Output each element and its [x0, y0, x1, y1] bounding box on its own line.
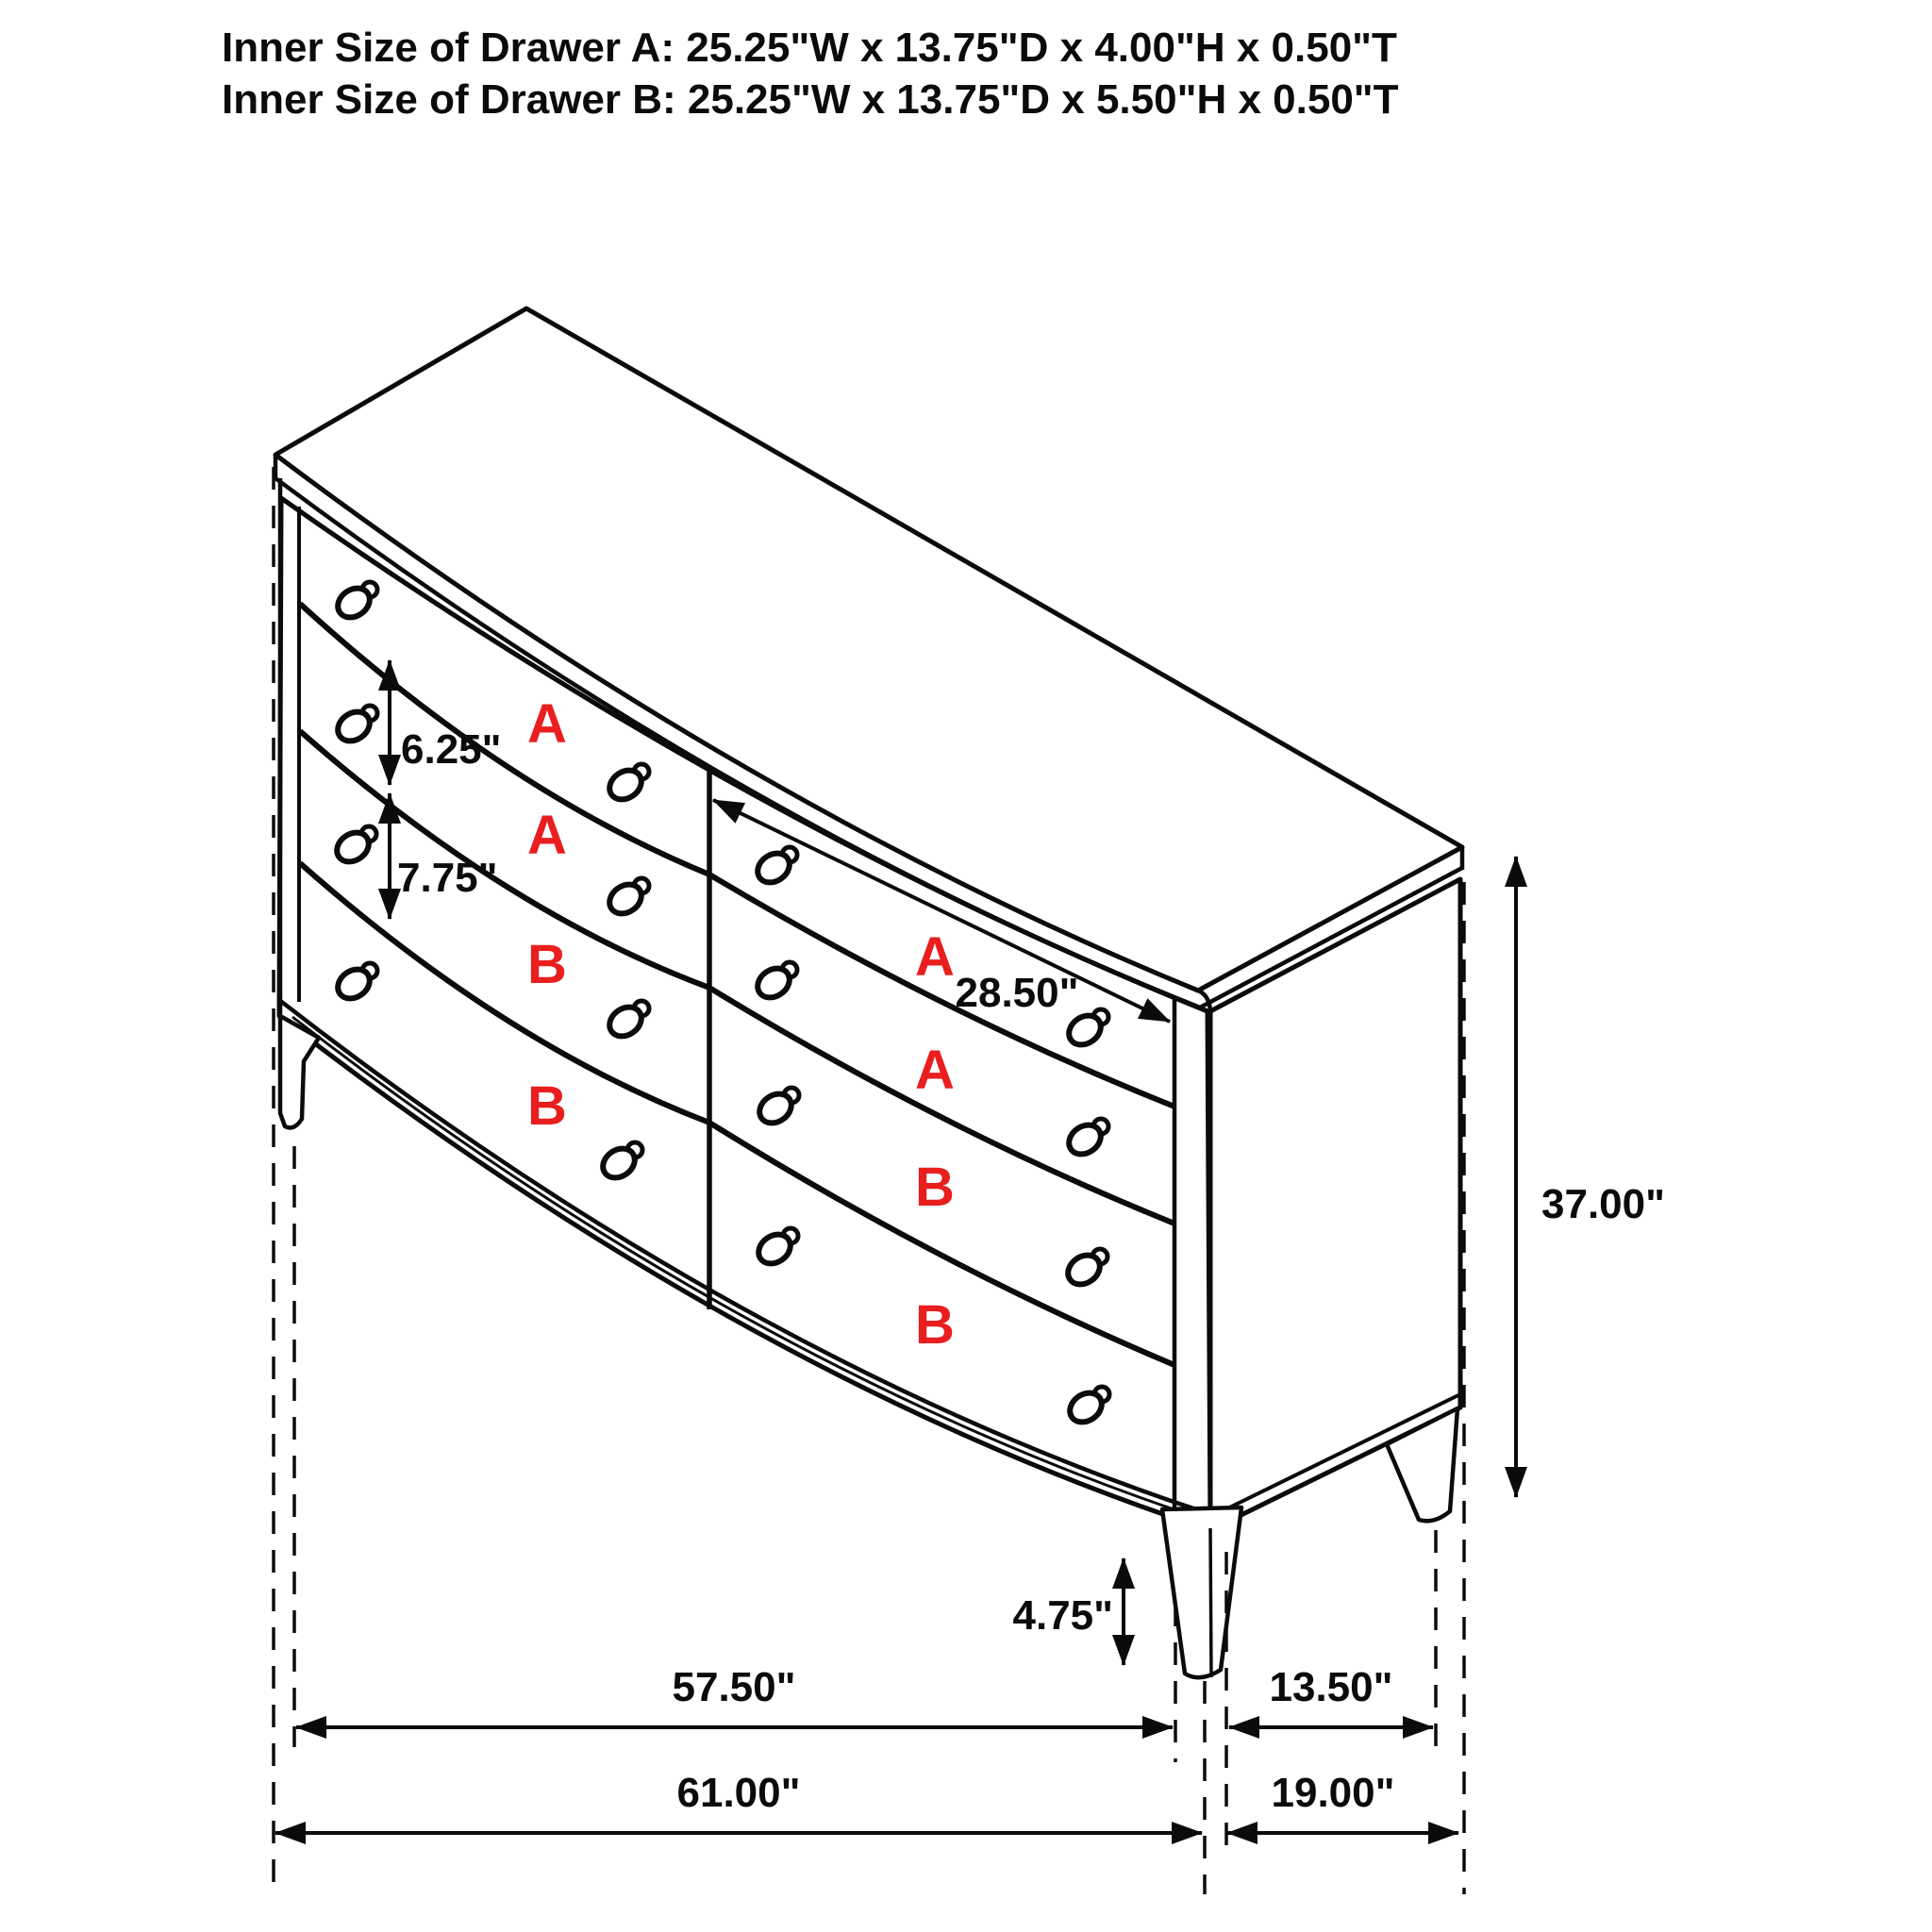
dresser-body — [275, 308, 1462, 1530]
drawer-label-left-3: B — [527, 934, 567, 995]
title-drawer-a-size: Inner Size of Drawer A: 25.25"W x 13.75"D x 4.00"H x 0.50"T — [222, 25, 1397, 71]
front-left-leg — [280, 1016, 319, 1127]
dim-label-drawer-b-height: 7.75" — [397, 855, 498, 901]
drawer-label-left-2: A — [527, 805, 567, 866]
drawer-label-right-3: B — [915, 1157, 955, 1218]
drawer-label-left-4: B — [527, 1075, 567, 1137]
title-drawer-b-size: Inner Size of Drawer B: 25.25"W x 13.75"D x 5.50"H x 0.50"T — [222, 76, 1399, 123]
dim-label-leg-height: 4.75" — [1012, 1592, 1113, 1639]
dim-label-front-span: 57.50" — [672, 1664, 796, 1710]
dim-label-overall-depth: 19.00" — [1271, 1770, 1395, 1816]
drawer-label-right-2: A — [915, 1040, 955, 1101]
drawer-label-left-1: A — [527, 693, 567, 755]
drawer-label-right-4: B — [915, 1294, 955, 1356]
dim-label-side-span: 13.50" — [1269, 1664, 1393, 1710]
dim-label-overall-width: 61.00" — [676, 1770, 801, 1816]
drawer-label-right-1: A — [915, 926, 955, 988]
dim-label-overall-height: 37.00" — [1541, 1181, 1665, 1227]
dim-label-drawer-a-height: 6.25" — [401, 726, 502, 773]
dim-label-right-top-width: 28.50" — [955, 970, 1079, 1016]
